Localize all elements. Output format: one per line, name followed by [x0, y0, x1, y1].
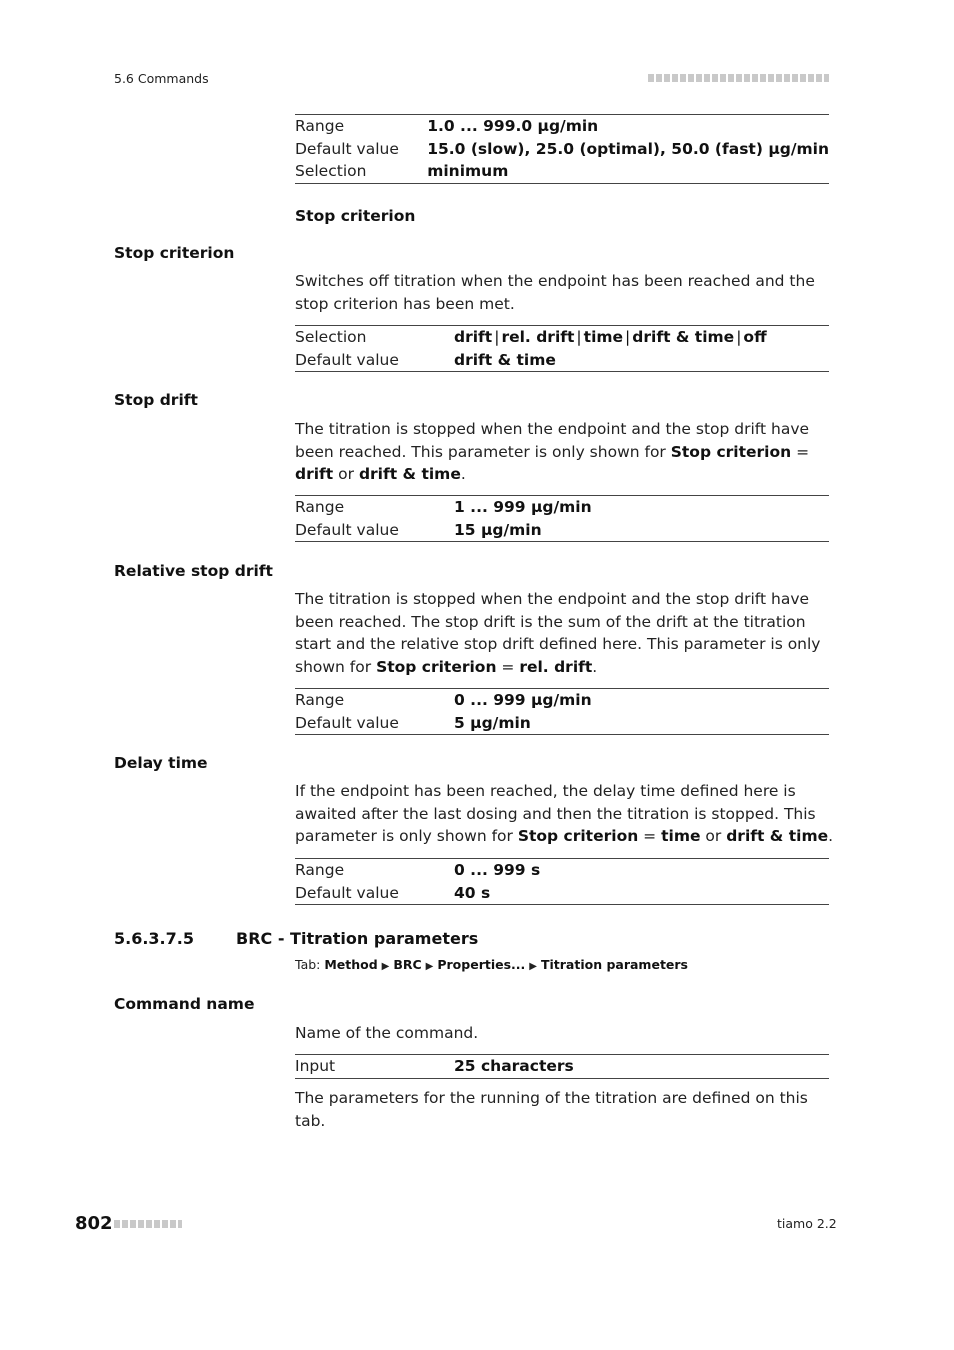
param-key: Range [295, 691, 345, 709]
stop-drift-description: The titration is stopped when the endpoint and the stop drift have been reached. This parameter is only shown for Stop criterion = drift or drift & time. [295, 420, 810, 483]
table-row [295, 519, 829, 542]
param-key: Range [295, 117, 345, 135]
section-number: 5.6.3.7.5 [114, 929, 194, 948]
arrow-icon: ▶ [529, 961, 537, 972]
arrow-icon: ▶ [425, 961, 434, 972]
stop-criterion-description: Switches off titration when the endpoint has been reached and the stop criterion has been met. [295, 272, 815, 313]
option-drift: drift [454, 328, 493, 346]
param-key: Default value [295, 350, 399, 369]
breadcrumb-item: Titration parameters [540, 957, 688, 972]
param-key: Default value [295, 139, 399, 158]
param-value: 25 characters [454, 1057, 574, 1075]
table-row [295, 496, 829, 519]
running-header-section: 5.6 Commands [114, 71, 209, 86]
breadcrumb-item: Properties... [437, 957, 526, 972]
stop-drift-label: Stop drift [114, 391, 198, 409]
arrow-icon: ▶ [381, 961, 390, 972]
param-key: Default value [295, 520, 399, 539]
option-separator: | [625, 328, 631, 346]
relative-stop-drift-label: Relative stop drift [114, 562, 273, 580]
param-value: 15.0 (slow), 25.0 (optimal), 50.0 (fast) µg/min [427, 139, 829, 158]
param-value: 40 s [454, 883, 491, 902]
param-key: Selection [295, 162, 367, 180]
option-time: time [583, 328, 624, 346]
selection-options [454, 326, 829, 349]
param-key: Default value [295, 883, 399, 902]
delay-time-description: If the endpoint has been reached, the delay time defined here is awaited after the last dosing and then the titration is stopped. This parameter is only shown for Stop criterion = time or drift & time. [295, 782, 834, 845]
table-row [295, 882, 829, 905]
product-name: tiamo 2.2 [777, 1216, 837, 1231]
table-row [295, 689, 829, 712]
param-value: 1.0 ... 999.0 µg/min [427, 117, 599, 135]
option-separator: | [576, 328, 582, 346]
param-value: drift & time [454, 350, 556, 369]
delay-time-label: Delay time [114, 754, 208, 772]
option-separator: | [736, 328, 742, 346]
table-row [295, 115, 829, 138]
delay-time-table [295, 858, 829, 905]
table-row [295, 349, 829, 372]
table-row [295, 712, 829, 735]
top-parameter-table [295, 114, 829, 184]
tab-path-breadcrumb: Tab: Method ▶ BRC ▶ Properties... ▶ Titration parameters [295, 957, 688, 972]
option-separator: | [494, 328, 500, 346]
table-row [295, 859, 829, 882]
footer-decoration-dots [114, 1220, 182, 1228]
command-name-table [295, 1054, 829, 1079]
table-row [295, 326, 829, 349]
param-key: Input [295, 1057, 336, 1075]
relative-stop-drift-table [295, 688, 829, 735]
stop-drift-table [295, 495, 829, 542]
relative-stop-drift-description: The titration is stopped when the endpoint and the stop drift have been reached. The stop drift is the sum of the drift at the titration start and the relative stop drift defined here. This parameter is only shown for Stop criterion = rel. drift. [295, 590, 821, 676]
param-key: Range [295, 498, 345, 516]
command-name-description: Name of the command. [295, 1024, 479, 1042]
option-rel-drift: rel. drift [501, 328, 575, 346]
param-key: Range [295, 861, 345, 879]
breadcrumb-item: BRC [393, 957, 422, 972]
table-row [295, 160, 829, 183]
header-decoration-dots [648, 74, 829, 82]
stop-criterion-table [295, 325, 829, 372]
param-value: 15 µg/min [454, 520, 542, 539]
closing-paragraph: The parameters for the running of the titration are defined on this tab. [295, 1089, 808, 1130]
param-key: Selection [295, 328, 367, 346]
param-value: 0 ... 999 µg/min [454, 691, 592, 709]
command-name-label: Command name [114, 995, 255, 1013]
table-row [295, 1055, 829, 1079]
param-value: 5 µg/min [454, 713, 531, 732]
param-value: 1 ... 999 µg/min [454, 498, 592, 516]
option-off: off [743, 328, 767, 346]
stop-criterion-label: Stop criterion [114, 244, 235, 262]
page-number: 802 [75, 1213, 113, 1234]
section-title: BRC - Titration parameters [236, 929, 479, 948]
param-value: minimum [427, 162, 509, 180]
breadcrumb-item: Method [324, 957, 378, 972]
param-key: Default value [295, 713, 399, 732]
option-drift-and-time: drift & time [632, 328, 735, 346]
stop-criterion-subheading: Stop criterion [295, 207, 416, 225]
param-value: 0 ... 999 s [454, 861, 541, 879]
table-row [295, 138, 829, 161]
